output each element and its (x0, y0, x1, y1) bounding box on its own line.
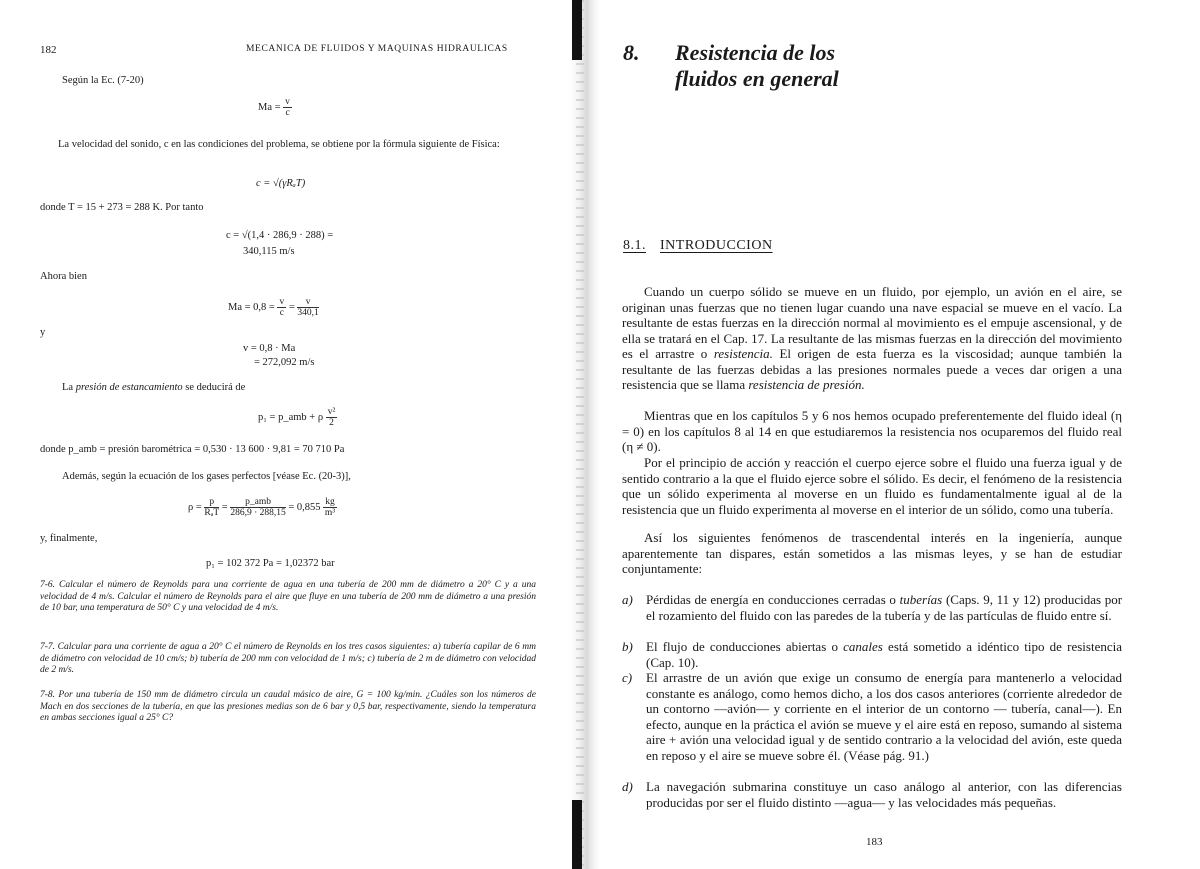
paragraph-2: Mientras que en los capítulos 5 y 6 nos hemos ocupado preferentemente del fluido ideal (η = 0) en los capítulos 8 al 14 en que estudiaremos la resistencia nos ocuparemos del fluido real (η ≠ 0). (622, 408, 1122, 454)
list-item-d: d) La navegación submarina constituye un caso análogo al anterior, con las diferencias producidas por ser el fluido distinto —agua— y las velocidades más pequeñas. (622, 779, 1122, 810)
section-title: INTRODUCCION (660, 238, 773, 253)
equation-ma-08: Ma = 0,8 = $\frac{v}{c}$ = $\frac{v}{340,1}$ (228, 297, 319, 318)
page-gutter (570, 0, 600, 869)
list-marker: c) (622, 670, 633, 685)
exercise-7-8: 7-8. Por una tubería de 150 mm de diámetro circula un caudal másico de aire, G = 100 kg/min. ¿Cuáles son los números de Mach en dos secciones de la tubería, en que las presiones medias son de 6 bar y 0,5 bar, respectivamente, siendo la temperatura en ambas secciones igual a 25° C? (40, 690, 536, 723)
chapter-title-line2: fluidos en general (675, 66, 839, 91)
y-finalmente-text: y, finalmente, (40, 533, 98, 544)
paragraph-3: Por el principio de acción y reacción el cuerpo ejerce sobre el fluido una fuerza igual y de sentido contrario a la que el fluido ejerce sobre el sólido. Es decir, el fenómeno de la resistencia que un sólido experimenta al moverse en un fluido es fundamentalmente igual al de la resistencia que un fluido experimenta al moverse en el interior de un sólido, como una tubería. (622, 455, 1122, 517)
equation-final: p₁ = 102 372 Pa = 1,02372 bar (206, 558, 335, 569)
paragraph-4: Así los siguientes fenómenos de trascendental interés en la ingeniería, aunque aparentemente tan dispares, están sometidos a las mismas leyes, y se han de estudiar conjuntamente: (622, 530, 1122, 576)
equation-ma: Ma = $\frac{v}{c}$ (258, 97, 290, 118)
y-label: y (40, 327, 46, 338)
equation-rho: ρ = $\frac{p}{\text{RₐT}}$ = $\frac{\text{p\_amb}}{286,9 \cdot 288,15}$ = 0,855 $\frac{kg}{\text{m³}}$ (188, 497, 336, 518)
chapter-title-line1: Resistencia de los (675, 40, 836, 65)
list-marker: d) (622, 779, 633, 794)
ahora-bien-text: Ahora bien (40, 271, 87, 282)
page-number-left: 182 (40, 44, 57, 56)
gutter-shadow-bottom (572, 800, 582, 869)
exercise-7-6: 7-6. Calcular el número de Reynolds para una corriente de agua en una tubería de 200 mm de diámetro a 20° C y a una velocidad de 4 m/s. Calcular el número de Reynolds para el aire que fluye en una tubería de 200 mm de diámetro a una presión de 10 bar, una temperatura de 50° C y una velocidad de 4 m/s. (40, 580, 536, 613)
equation-c-result: 340,115 m/s (243, 246, 295, 257)
chapter-heading (623, 40, 839, 92)
list-item-c: c) El arrastre de un avión que exige un consumo de energía para mantenerlo a velocidad constante es análogo, como hemos dicho, a los dos casos anteriores (corriente alrededor de un contorno —avión— y corriente en el interior de un contorno — tubería, canal—). En efecto, aunque en la práctica el avión se mueve y el aire está en reposo, sumando al sistema aire + avión una velocidad igual y de sentido contrario a la velocidad del avión, este queda en reposo y el aire se mueve sobre él. (Véase pág. 91.) (622, 670, 1122, 763)
gutter-shadow-top (572, 0, 582, 60)
section-number: 8.1. (623, 238, 646, 253)
presion-text: La presión de estancamiento se deducirá de (62, 382, 246, 393)
chapter-number: 8. (623, 40, 640, 65)
list-marker: b) (622, 639, 633, 654)
page-number-right: 183 (866, 836, 883, 848)
gutter-shadow (576, 0, 584, 869)
equation-p: p₁ = p_amb + ρ $\frac{\text{v²}}{2}$ (258, 407, 336, 428)
right-page (600, 0, 1200, 869)
list-item-a: a) Pérdidas de energía en conducciones cerradas o tuberías (Caps. 9, 11 y 12) producidas por el rozamiento del fluido con las paredes de la tubería y de las partículas de fluido entre sí. (622, 592, 1123, 623)
donde-t-text: donde T = 15 + 273 = 288 K. Por tanto (40, 202, 204, 213)
list-item-b: b) El flujo de conducciones abiertas o canales está sometido a idéntico tipo de resistencia (Cap. 10). (622, 639, 1122, 670)
segun-ec-text: Según la Ec. (7-20) (62, 75, 144, 86)
paragraph-1: Cuando un cuerpo sólido se mueve en un fluido, por ejemplo, un avión en el aire, se originan unas fuerzas que no tienen lugar cuando una nave espacial se mueve en el vacío. La resultante de estas fuerzas en la dirección normal al movimiento es el empuje ascensional, y de ella se tratará en el Cap. 17. La resultante de las mismas fuerzas en la dirección del movimiento es el arrastre o resistencia. El origen de esta fuerza es la viscosidad; aunque también la resultante de las fuerzas debidas a las presiones normales puede a veces dar origen a una resistencia que se llama resistencia de presión. (622, 284, 1123, 392)
ademas-text: Además, según la ecuación de los gases perfectos [véase Ec. (20-3)], (62, 471, 351, 482)
left-page (0, 0, 570, 869)
equation-v: v = 0,8 · Ma (243, 343, 296, 354)
exercise-7-7: 7-7. Calcular para una corriente de agua a 20° C el número de Reynolds en los tres casos siguientes: a) tubería capilar de 6 mm de diámetro con velocidad de 10 cm/s; b) tubería de 200 mm con velocidad de 1 m/s; c) tubería de 2 m de diámetro con velocidad de 2 m/s. (40, 642, 536, 675)
list-marker: a) (622, 592, 633, 607)
paragraph-sonido: La velocidad del sonido, c en las condiciones del problema, se obtiene por la fórmula siguiente de Física: (58, 139, 500, 150)
running-header: MECANICA DE FLUIDOS Y MAQUINAS HIDRAULICAS (246, 44, 508, 54)
equation-v-result: = 272,092 m/s (254, 357, 315, 368)
equation-c-numeric: c = √(1,4 · 286,9 · 288) = (226, 230, 334, 241)
donde-pamb-text: donde p_amb = presión barométrica = 0,530 · 13 600 · 9,81 = 70 710 Pa (40, 444, 345, 455)
section-heading (623, 238, 773, 254)
equation-c: c = √(γRₐT) (256, 178, 306, 189)
